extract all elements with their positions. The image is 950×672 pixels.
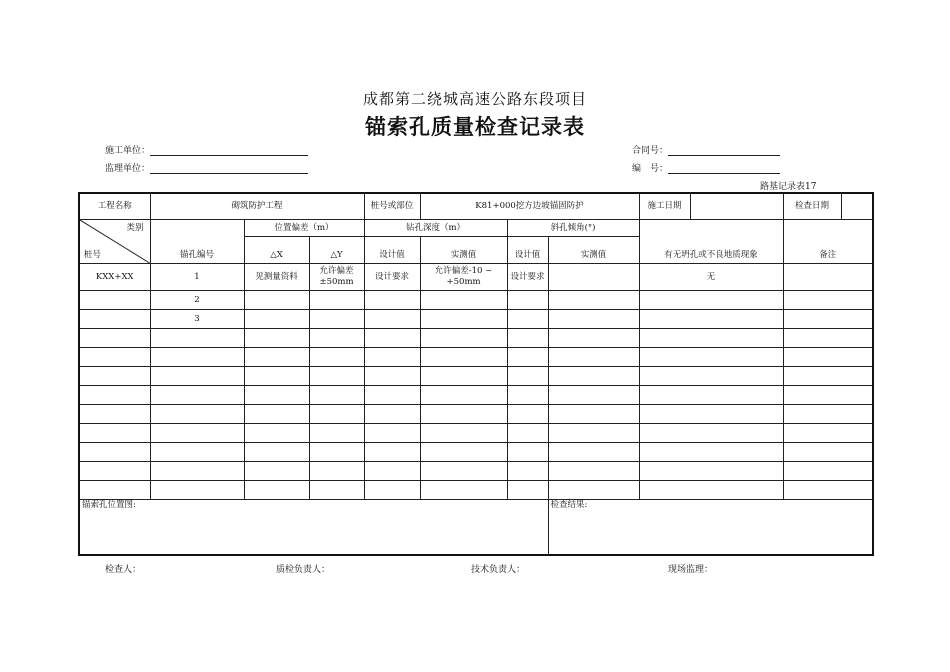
cell-remarks[interactable] <box>783 367 873 386</box>
position-dev-header: 位置偏差（m） <box>244 220 364 237</box>
construction-date-cell[interactable] <box>639 193 783 220</box>
angle-measured-header: 实测值 <box>548 237 639 264</box>
cell-remarks[interactable] <box>783 424 873 443</box>
cell-angle-design[interactable] <box>507 348 548 367</box>
cell-angle-design[interactable] <box>507 443 548 462</box>
cell-depth-measured[interactable] <box>420 329 507 348</box>
cell-depth-design[interactable] <box>364 348 420 367</box>
station-value[interactable]: K81+000挖方边坡锚固防护 <box>420 193 639 220</box>
cell-anchor[interactable] <box>150 405 244 424</box>
cell-angle-design[interactable] <box>507 367 548 386</box>
inspection-table <box>78 192 874 556</box>
cell-geology[interactable] <box>639 329 783 348</box>
cell-angle-design[interactable] <box>507 291 548 310</box>
cell-angle-design[interactable] <box>507 405 548 424</box>
cell-remarks[interactable] <box>783 405 873 424</box>
qc-lead-signature[interactable]: 质检负责人： <box>276 565 331 575</box>
serial-no-field[interactable] <box>632 161 780 174</box>
cell-geology[interactable] <box>639 405 783 424</box>
cell-dy[interactable] <box>309 310 364 329</box>
cell-dy[interactable] <box>309 291 364 310</box>
header-row-1 <box>79 220 873 237</box>
cell-dx[interactable] <box>244 481 309 500</box>
tech-lead-signature[interactable]: 技术负责人： <box>471 565 526 575</box>
cell-depth-measured[interactable] <box>420 405 507 424</box>
cell-dy[interactable] <box>309 329 364 348</box>
inspection-date-cell[interactable] <box>783 193 873 220</box>
cell-depth-design[interactable] <box>364 386 420 405</box>
cell-pile[interactable] <box>79 348 150 367</box>
geology-header: 有无坍孔或不良地质现象 <box>639 220 783 264</box>
table-row <box>79 348 873 367</box>
cell-dy[interactable] <box>309 348 364 367</box>
cell-depth-measured[interactable] <box>420 386 507 405</box>
cell-dx[interactable] <box>244 348 309 367</box>
construction-unit-field[interactable] <box>105 143 308 156</box>
cell-dx[interactable] <box>244 424 309 443</box>
cell-pile[interactable]: KXX+XX <box>79 264 150 291</box>
cell-dx[interactable] <box>244 367 309 386</box>
cell-angle-measured[interactable] <box>548 443 639 462</box>
cell-remarks[interactable] <box>783 264 873 291</box>
cell-anchor[interactable] <box>150 367 244 386</box>
contract-no-label: 合同号： <box>632 146 669 156</box>
position-diagram-area[interactable]: 锚索孔位置图: <box>79 500 548 555</box>
contract-no-field[interactable] <box>632 143 780 156</box>
construction-unit-label: 施工单位： <box>105 146 151 156</box>
cell-depth-measured[interactable] <box>420 310 507 329</box>
cell-remarks[interactable] <box>783 443 873 462</box>
table-row <box>79 443 873 462</box>
station-label: 桩号或部位 <box>364 193 420 220</box>
cell-remarks[interactable] <box>783 348 873 367</box>
cell-dx[interactable] <box>244 443 309 462</box>
cell-dy[interactable] <box>309 481 364 500</box>
cell-angle-measured[interactable] <box>548 367 639 386</box>
cell-depth-design[interactable] <box>364 291 420 310</box>
site-supervisor-signature[interactable]: 现场监理： <box>668 565 714 575</box>
cell-remarks[interactable] <box>783 386 873 405</box>
cell-geology[interactable]: 无 <box>639 264 783 291</box>
cell-angle-design[interactable] <box>507 386 548 405</box>
category-pile-header <box>79 220 150 264</box>
cell-geology[interactable] <box>639 310 783 329</box>
cell-angle-measured[interactable] <box>548 348 639 367</box>
cell-remarks[interactable] <box>783 462 873 481</box>
supervision-unit-field[interactable] <box>105 161 308 174</box>
cell-angle-design[interactable] <box>507 462 548 481</box>
table-row <box>79 367 873 386</box>
cell-dy[interactable] <box>309 424 364 443</box>
cell-angle-measured[interactable] <box>548 291 639 310</box>
serial-no-label: 编 号： <box>632 164 669 174</box>
bottom-row <box>79 500 873 555</box>
cell-angle-design[interactable] <box>507 329 548 348</box>
supervision-unit-line <box>150 163 308 174</box>
cell-pile[interactable] <box>79 405 150 424</box>
dy-header: △Y <box>309 237 364 264</box>
cell-angle-measured[interactable] <box>548 264 639 291</box>
cell-depth-measured[interactable] <box>420 462 507 481</box>
cell-depth-design[interactable] <box>364 424 420 443</box>
cell-depth-measured[interactable] <box>420 424 507 443</box>
cell-dy[interactable] <box>309 405 364 424</box>
construction-date-label: 施工日期 <box>640 194 691 219</box>
cell-dy[interactable] <box>309 443 364 462</box>
cell-remarks[interactable] <box>783 481 873 500</box>
depth-header: 钻孔深度（m） <box>364 220 507 237</box>
cell-anchor[interactable] <box>150 481 244 500</box>
cell-depth-measured[interactable] <box>420 291 507 310</box>
cell-depth-design[interactable] <box>364 481 420 500</box>
cell-angle-design[interactable]: 设计要求 <box>507 264 548 291</box>
cell-dx[interactable] <box>244 291 309 310</box>
depth-design-header: 设计值 <box>364 237 420 264</box>
pile-no-label: 桩号 <box>84 250 102 260</box>
project-name: 成都第二绕城高速公路东段项目 <box>362 90 587 108</box>
cell-geology[interactable] <box>639 386 783 405</box>
table-row <box>79 329 873 348</box>
cell-angle-design[interactable] <box>507 424 548 443</box>
cell-remarks[interactable] <box>783 329 873 348</box>
cell-geology[interactable] <box>639 424 783 443</box>
cell-pile[interactable] <box>79 367 150 386</box>
cell-anchor[interactable] <box>150 329 244 348</box>
cell-depth-measured[interactable] <box>420 367 507 386</box>
table-row <box>79 405 873 424</box>
cell-angle-measured[interactable] <box>548 386 639 405</box>
cell-geology[interactable] <box>639 481 783 500</box>
cell-depth-design[interactable] <box>364 405 420 424</box>
cell-anchor[interactable] <box>150 443 244 462</box>
cell-anchor[interactable] <box>150 462 244 481</box>
cell-geology[interactable] <box>639 462 783 481</box>
cell-depth-design[interactable]: 设计要求 <box>364 264 420 291</box>
cell-remarks[interactable] <box>783 310 873 329</box>
cell-depth-design[interactable] <box>364 462 420 481</box>
cell-angle-design[interactable] <box>507 310 548 329</box>
cell-pile[interactable] <box>79 329 150 348</box>
cell-angle-measured[interactable] <box>548 329 639 348</box>
remarks-header: 备注 <box>783 220 873 264</box>
cell-dy[interactable] <box>309 386 364 405</box>
cell-dx[interactable] <box>244 405 309 424</box>
cell-depth-design[interactable] <box>364 367 420 386</box>
cell-dx[interactable] <box>244 386 309 405</box>
dx-header: △X <box>244 237 309 264</box>
cell-geology[interactable] <box>639 291 783 310</box>
table-row <box>79 424 873 443</box>
table-row <box>79 310 873 329</box>
form-title: 锚索孔质量检查记录表 <box>365 115 585 139</box>
cell-anchor[interactable] <box>150 386 244 405</box>
form-code: 路基记录表17 <box>760 182 817 192</box>
cell-geology[interactable] <box>639 443 783 462</box>
inspection-date-value[interactable] <box>842 194 873 219</box>
anchor-no-header: 锚孔编号 <box>150 220 244 264</box>
cell-depth-design[interactable] <box>364 443 420 462</box>
supervision-unit-label: 监理单位： <box>105 164 151 174</box>
cell-remarks[interactable] <box>783 291 873 310</box>
depth-measured-header: 实测值 <box>420 237 507 264</box>
cell-anchor[interactable]: 3 <box>150 310 244 329</box>
cell-angle-measured[interactable] <box>548 424 639 443</box>
category-label: 类别 <box>126 223 144 233</box>
table-row <box>79 386 873 405</box>
construction-unit-line <box>150 145 308 156</box>
cell-angle-measured[interactable] <box>548 310 639 329</box>
cell-depth-measured[interactable] <box>420 348 507 367</box>
construction-date-value[interactable] <box>691 194 783 219</box>
cell-pile[interactable] <box>79 386 150 405</box>
table-row <box>79 481 873 500</box>
cell-depth-measured[interactable] <box>420 443 507 462</box>
cell-pile[interactable] <box>79 462 150 481</box>
cell-angle-design[interactable] <box>507 481 548 500</box>
cell-pile[interactable] <box>79 291 150 310</box>
cell-anchor[interactable]: 1 <box>150 264 244 291</box>
table-row <box>79 264 873 291</box>
inspection-date-label: 检查日期 <box>784 194 842 219</box>
contract-no-line <box>668 145 780 156</box>
angle-design-header: 设计值 <box>507 237 548 264</box>
serial-no-line <box>668 163 780 174</box>
angle-header: 斜孔倾角(°) <box>507 220 639 237</box>
project-name-value[interactable]: 砌筑防护工程 <box>150 193 364 220</box>
project-name-label: 工程名称 <box>79 193 150 220</box>
cell-pile[interactable] <box>79 443 150 462</box>
table-row <box>79 462 873 481</box>
data-rows <box>79 264 873 500</box>
cell-dy[interactable] <box>309 367 364 386</box>
cell-geology[interactable] <box>639 348 783 367</box>
cell-geology[interactable] <box>639 367 783 386</box>
cell-pile[interactable] <box>79 481 150 500</box>
cell-dx[interactable] <box>244 310 309 329</box>
inspection-result-area[interactable]: 检查结果: <box>548 500 873 555</box>
cell-dy[interactable] <box>309 462 364 481</box>
cell-depth-design[interactable] <box>364 329 420 348</box>
cell-pile[interactable] <box>79 310 150 329</box>
cell-anchor[interactable] <box>150 424 244 443</box>
cell-anchor[interactable]: 2 <box>150 291 244 310</box>
cell-dx[interactable]: 见测量资料 <box>244 264 309 291</box>
cell-pile[interactable] <box>79 424 150 443</box>
cell-dx[interactable] <box>244 329 309 348</box>
inspector-signature[interactable]: 检查人： <box>105 565 142 575</box>
cell-depth-measured[interactable]: 允许偏差-10 ~ +50mm <box>420 264 507 291</box>
cell-depth-measured[interactable] <box>420 481 507 500</box>
cell-angle-measured[interactable] <box>548 405 639 424</box>
cell-angle-measured[interactable] <box>548 481 639 500</box>
cell-dy[interactable]: 允许偏差±50mm <box>309 264 364 291</box>
cell-depth-design[interactable] <box>364 310 420 329</box>
info-row <box>79 193 873 220</box>
cell-angle-measured[interactable] <box>548 462 639 481</box>
cell-anchor[interactable] <box>150 348 244 367</box>
table-row <box>79 291 873 310</box>
cell-dx[interactable] <box>244 462 309 481</box>
